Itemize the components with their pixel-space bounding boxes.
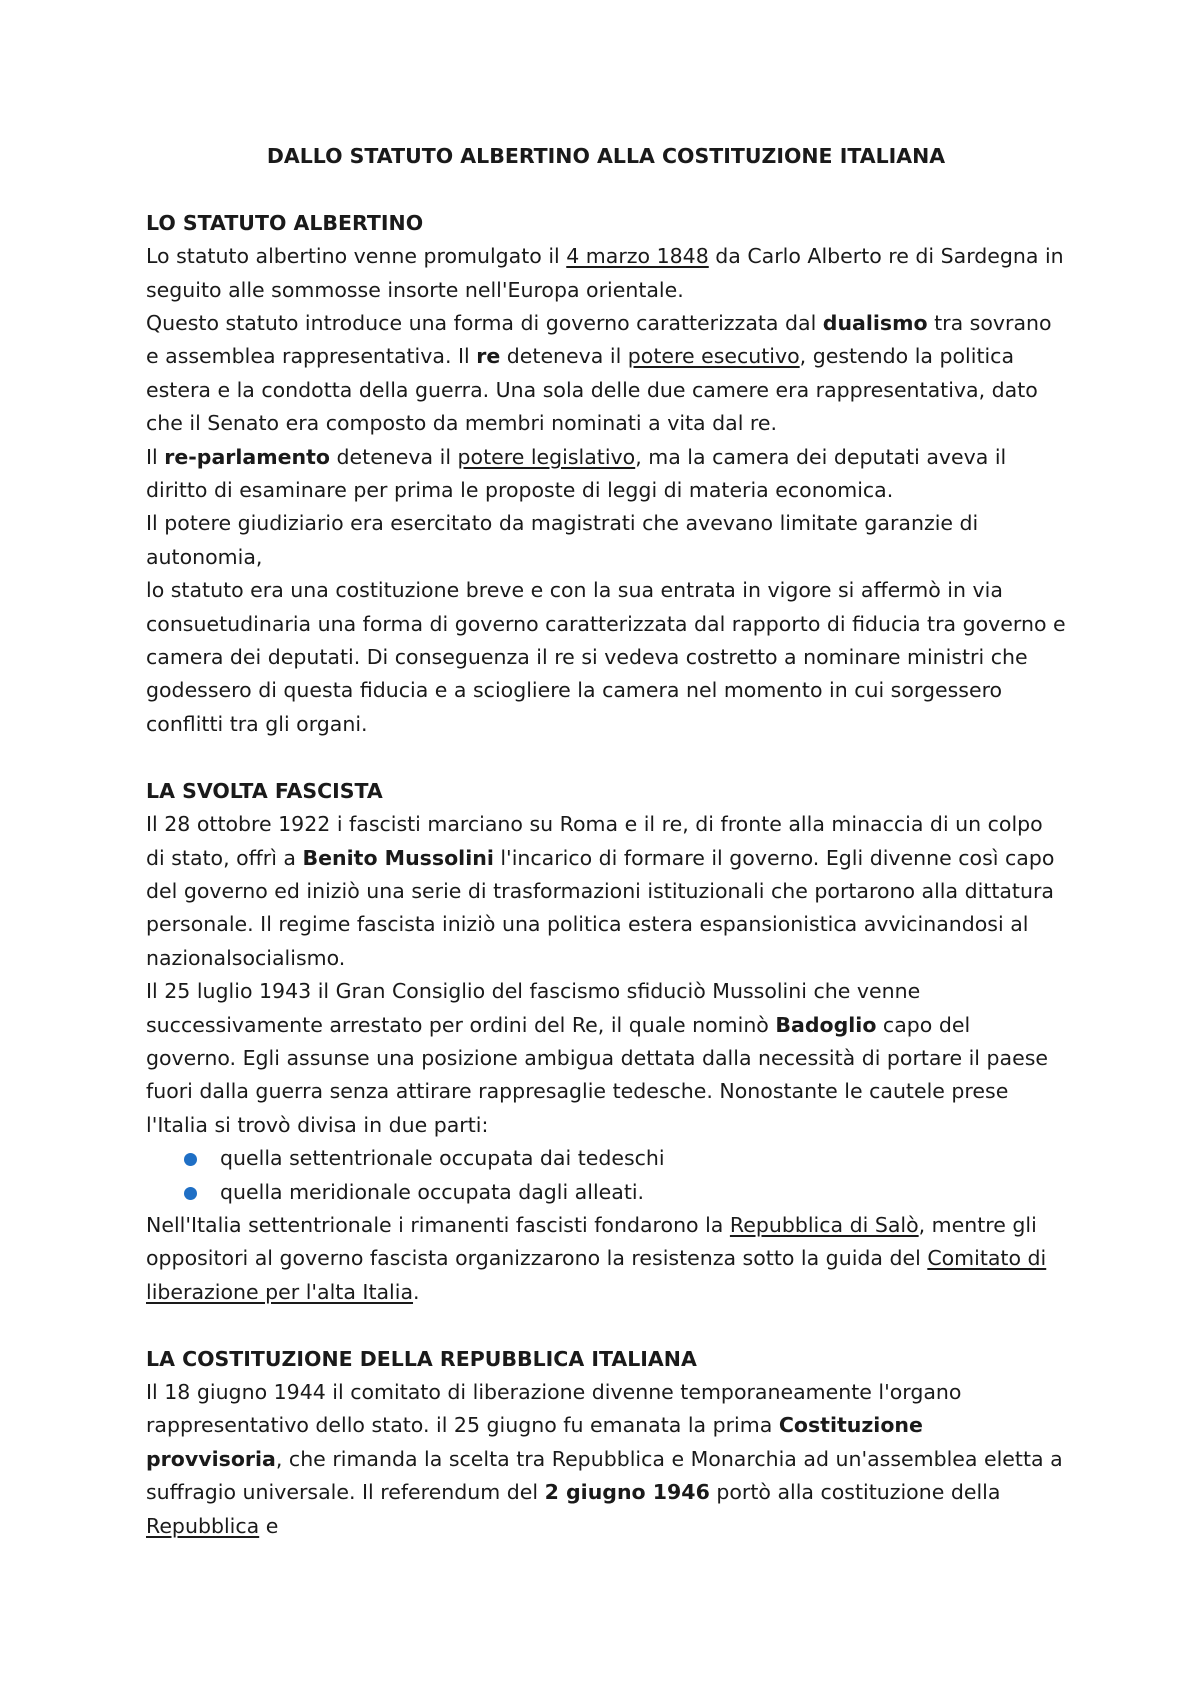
text-run: deteneva il [500,344,628,369]
text-run: Il 25 luglio 1943 il Gran Consiglio del fascismo sfiduciò Mussolini che venne successivamente arrestato per ordini del Re, il quale nominò [146,979,921,1037]
spacer [146,1309,1066,1342]
text-run: e [259,1513,279,1538]
text-run: , che rimanda la scelta tra Repubblica e Monarchia ad un'assemblea eletta a suffragio universale. Il referendum del [146,1446,1063,1505]
spacer [146,173,1066,206]
underlined-term: potere esecutivo [627,344,800,369]
list-item [184,1176,1066,1209]
paragraph [146,1376,1066,1543]
text-run: , gestendo la politica estera e la condotta della guerra. Una sola delle due camere era rappresentativa, dato che il Senato era composto da membri nominati a vita dal re. [146,344,1038,436]
list-item-text: quella settentrionale occupata dai tedeschi [220,1146,665,1171]
text-run: . [413,1279,420,1304]
text-run: portò alla costituzione della [709,1480,1001,1505]
text-run: Il 28 ottobre 1922 i fascisti marciano su Roma e il re, di fronte alla minaccia di un colpo di stato, offrì a [146,812,1043,870]
bullet-dot-icon [184,1153,197,1166]
bold-term: Costituzione provvisoria [146,1413,923,1471]
paragraph [146,975,1066,1142]
underlined-term: potere legislativo [457,444,636,469]
bold-term: dualismo [822,311,928,336]
list-item-text: quella meridionale occupata dagli alleati. [220,1179,645,1204]
bold-term: re [476,344,501,369]
document-page [146,140,1066,1543]
paragraph: Il potere giudiziario era esercitato da magistrati che avevano limitate garanzie di autonomia, [146,511,979,569]
document-title: DALLO STATUTO ALBERTINO ALLA COSTITUZIONE ITALIANA [266,144,946,168]
text-run: tra sovrano e assemblea rappresentativa. Il [146,311,1052,369]
underlined-term: Comitato di liberazione per l'alta Italia [146,1246,1047,1304]
paragraph [146,1209,1066,1309]
section-heading-svolta-fascista: LA SVOLTA FASCISTA [146,778,383,803]
text-run: Il [146,444,165,469]
bold-term: re-parlamento [164,444,331,469]
text-run: Lo statuto albertino venne promulgato il [146,244,567,269]
paragraph [146,307,1066,441]
underlined-term: Repubblica [146,1513,260,1538]
list-item [184,1142,1066,1175]
bold-term: Benito Mussolini [302,845,494,870]
paragraph [146,240,1066,307]
paragraph [146,808,1066,975]
bullet-dot-icon [184,1187,197,1200]
text-run: Il 18 giugno 1944 il comitato di liberazione divenne temporaneamente l'organo rappresentativo dello stato. il 25 giugno fu emanata la prima [146,1379,962,1438]
section-heading-statuto: LO STATUTO ALBERTINO [146,210,424,235]
text-run: da Carlo Alberto re di Sardegna in seguito alle sommosse insorte nell'Europa orientale. [146,244,1064,302]
paragraph: lo statuto era una costituzione breve e con la sua entrata in vigore si affermò in via consuetudinaria una forma di governo caratterizzata dal rapporto di fiducia tra governo e camera dei deputati. Di conseguenza il re si vedeva costretto a nominare ministri che godessero di questa fiducia e a sciogliere la camera nel momento in cui sorgessero conflitti tra gli organi. [146,578,1066,736]
text-run: Questo statuto introduce una forma di governo caratterizzata dal [146,311,823,336]
text-run: deteneva il [330,444,458,469]
section-heading-costituzione: LA COSTITUZIONE DELLA REPUBBLICA ITALIANA [146,1346,697,1371]
text-run: capo del governo. Egli assunse una posizione ambigua dettata dalla necessità di portare il paese fuori dalla guerra senza attirare rappresaglie tedesche. Nonostante le cautele prese l'Italia si trovò divisa in due parti: [146,1012,1048,1137]
bullet-list [146,1142,1066,1209]
text-run: , mentre gli oppositori al governo fascista organizzarono la resistenza sotto la guida del [146,1212,1037,1271]
text-run: Nell'Italia settentrionale i rimanenti fascisti fondarono la [146,1212,730,1237]
underlined-date: 4 marzo 1848 [566,244,709,269]
paragraph [146,441,1066,508]
spacer [146,741,1066,774]
text-run: , ma la camera dei deputati aveva il diritto di esaminare per prima le proposte di leggi di materia economica. [146,444,1007,503]
text-run: l'incarico di formare il governo. Egli divenne così capo del governo ed iniziò una serie di trasformazioni istituzionali che portarono alla dittatura personale. Il regime fascista iniziò una politica estera espansionistica avvicinandosi al nazionalsocialismo. [146,845,1055,970]
bold-date: 2 giugno 1946 [544,1480,710,1505]
underlined-term: Repubblica di Salò [729,1212,919,1237]
bold-term: Badoglio [775,1012,877,1037]
